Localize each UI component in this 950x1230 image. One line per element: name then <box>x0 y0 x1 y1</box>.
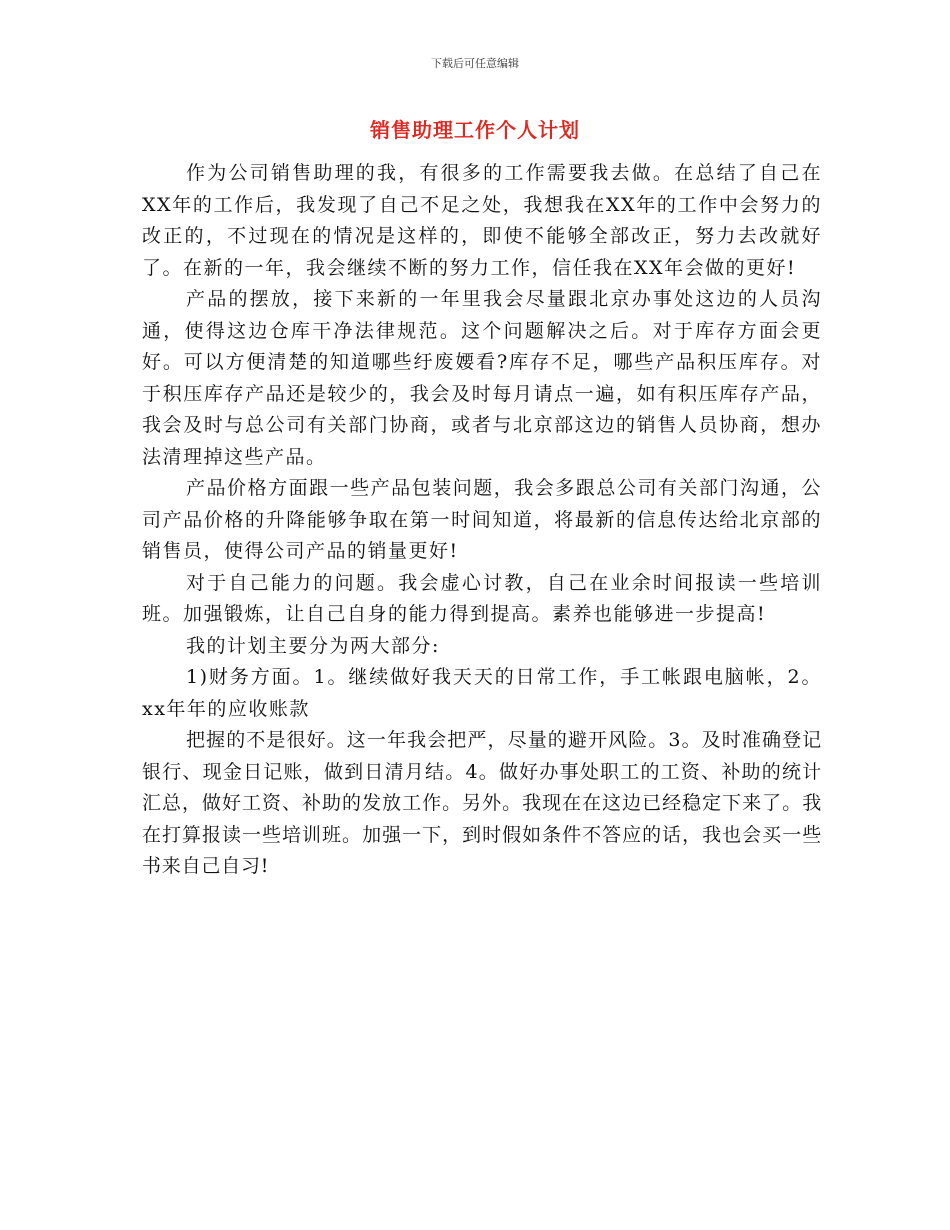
paragraph-finance: 1)财务方面。1。继续做好我天天的日常工作，手工帐跟电脑帐，2。xx年年的应收账款 <box>142 666 822 720</box>
header-note: 下载后可任意编辑 <box>431 57 519 70</box>
paragraph-intro: 作为公司销售助理的我，有很多的工作需要我去做。在总结了自己在XX年的工作后，我发现了自己不足之处，我想我在XX年的工作中会努力的改正的，不过现在的情况是这样的，即使不能够全部改正，努力去改就好了。在新的一年，我会继续不断的努力工作，信任我在XX年会做的更好! <box>142 162 822 279</box>
paragraph-finance-detail: 把握的不是很好。这一年我会把严，尽量的避开风险。3。及时准确登记银行、现金日记账，做到日清月结。4。做好办事处职工的工资、补助的统计汇总，做好工资、补助的发放工作。另外。我现在在这边已经稳定下来了。我在打算报读一些培训班。加强一下，到时假如条件不答应的话，我也会买一些书来自己自习! <box>142 729 822 877</box>
paragraph-plan-intro: 我的计划主要分为两大部分: <box>186 634 440 657</box>
paragraph-product-display: 产品的摆放，接下来新的一年里我会尽量跟北京办事处这边的人员沟通，使得这边仓库干净法律规范。这个问题解决之后。对于库存方面会更好。可以方便清楚的知道哪些纡废婹看?库存不足，哪些产品积压库存。对于积压库存产品还是较少的，我会及时每月请点一遍，如有积压库存产品，我会及时与总公司有关部门协商，或者与北京部这边的销售人员协商，想办法清理掉这些产品。 <box>142 288 822 468</box>
paragraph-product-price: 产品价格方面跟一些产品包装问题，我会多跟总公司有关部门沟通，公司产品价格的升降能够争取在第一时间知道，将最新的信息传达给北京部的销售员，使得公司产品的销量更好! <box>142 477 822 562</box>
paragraph-self-improvement: 对于自己能力的问题。我会虚心讨教，自己在业余时间报读一些培训班。加强锻炼，让自己自身的能力得到提高。素养也能够进一步提高! <box>142 571 822 625</box>
document-title: 销售助理工作个人计划 <box>370 118 580 142</box>
document-body <box>142 158 822 883</box>
